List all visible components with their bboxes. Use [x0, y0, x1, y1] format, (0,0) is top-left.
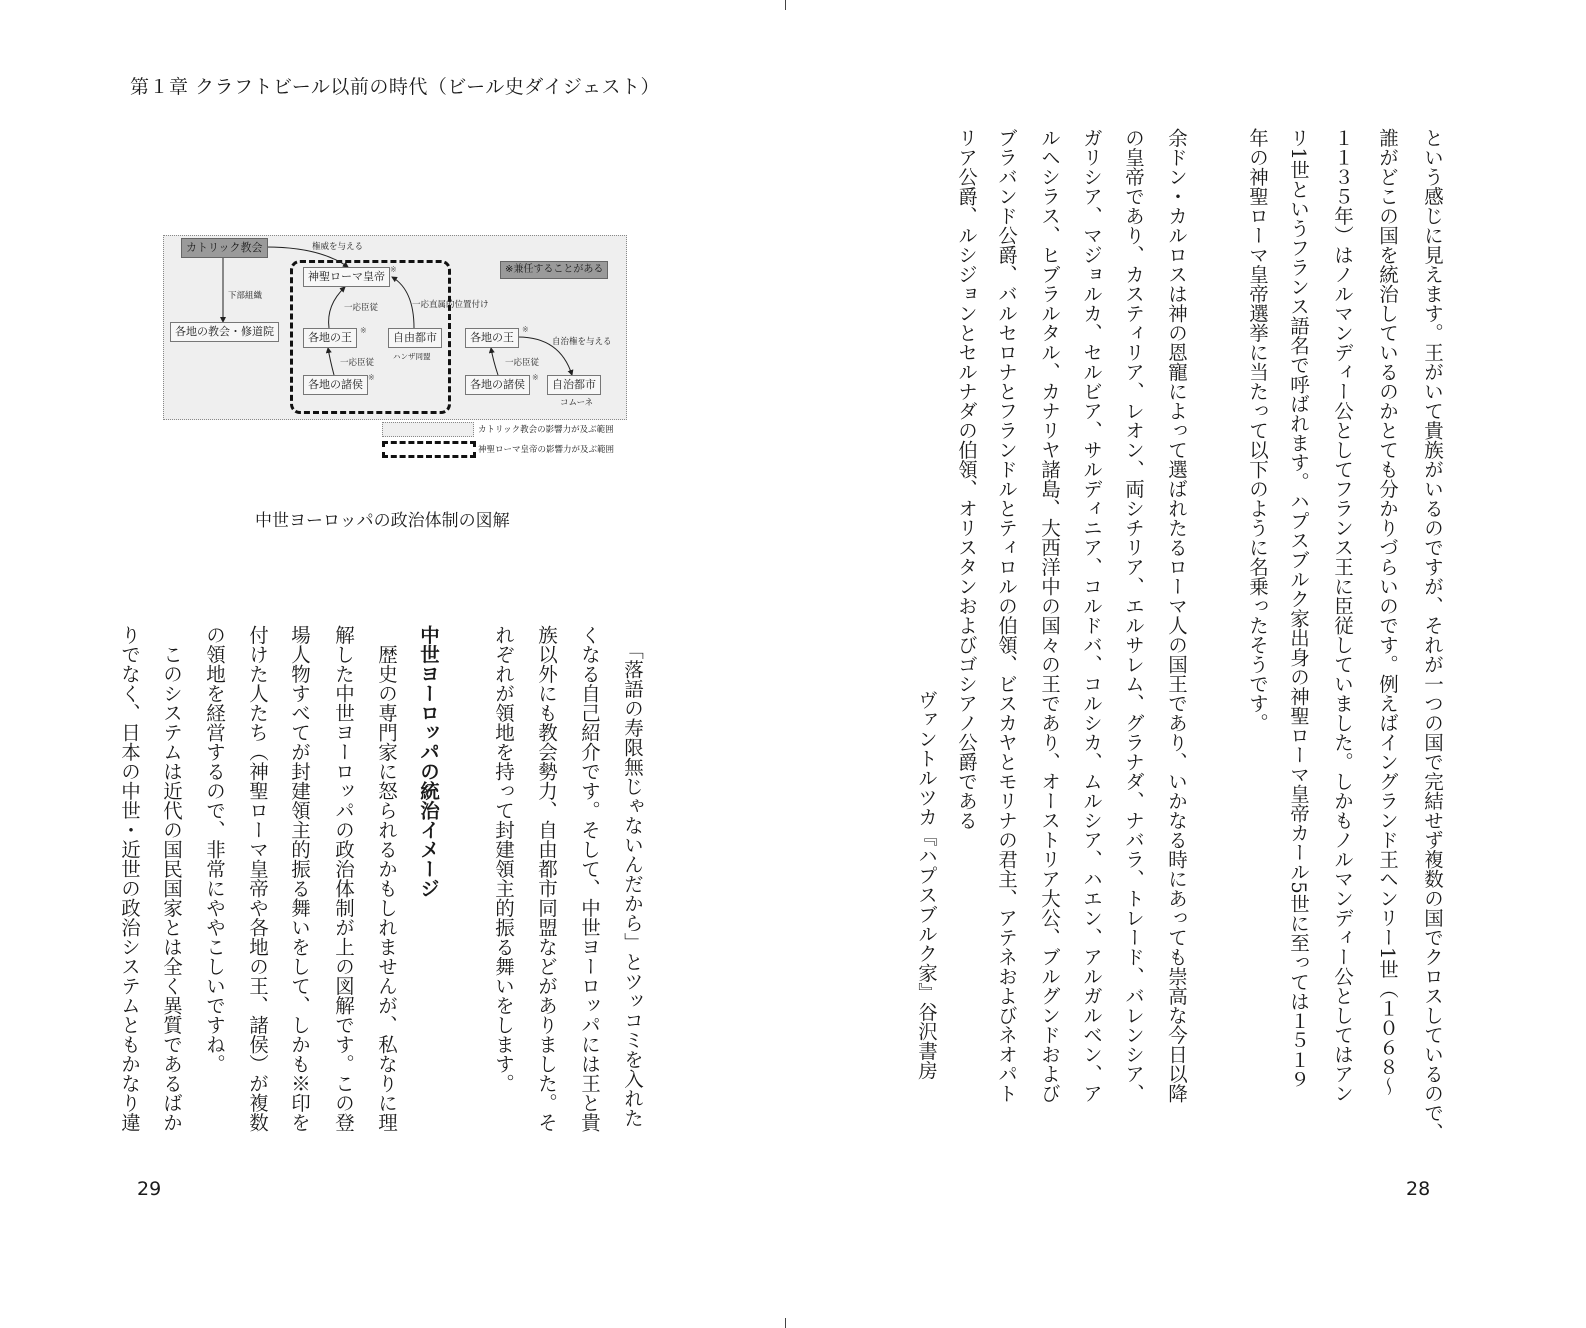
legend-emperor-label: 神聖ローマ皇帝の影響力が及ぶ範囲: [478, 445, 615, 455]
concurrent-note: ※兼任することがある: [500, 261, 608, 279]
autonomous-cities-box: 自治都市: [547, 375, 601, 395]
local-lords-box-2: 各地の諸侯: [465, 375, 530, 395]
quote-column: リア公爵、ルシジョンとセルナダの伯領、オリスタンおよびゴシアノ公爵である: [955, 128, 978, 830]
star-mark: ※: [532, 373, 539, 382]
text-column: 年の神聖ローマ皇帝選挙に当たって以下のように名乗ったそうです。: [1246, 128, 1269, 733]
text-column: 族以外にも教会勢力、自由都市同盟などがありました。そ: [535, 625, 558, 1132]
star-mark: ※: [522, 325, 529, 334]
quote-column: の皇帝であり、カスティリア、レオン、両シチリア、エルサレム、グラナダ、ナバラ、トレード、バレンシア、: [1122, 128, 1145, 1103]
text-column: 解した中世ヨーロッパの政治体制が上の図解です。この登: [332, 625, 355, 1132]
star-mark: ※: [360, 326, 367, 335]
sub-organization-label: 下部組織: [228, 291, 263, 301]
legend-church-label: カトリック教会の影響力が及ぶ範囲: [478, 425, 614, 435]
page-number-left: 29: [137, 1178, 162, 1200]
text-column: このシステムは近代の国民国家とは全く異質であるばか: [160, 625, 183, 1132]
quote-column: 余ドン・カルロスは神の恩寵によって選ばれたるローマ人の国王であり、いかなる時にあっても崇高な今日以降: [1165, 128, 1188, 1103]
quote-column: ブラバンド公爵、バルセロナとフランドルとティロルの伯領、ビスカヤとモリナの君主、アテネおよびネオパト: [995, 128, 1018, 1103]
local-kings-box-2: 各地の王: [465, 328, 519, 348]
crop-mark-top: [785, 0, 786, 10]
quote-column: ガリシア、マジョルカ、セルビア、サルディニア、コルドバ、コルシカ、ムルシア、ハエン、アルガルベン、ア: [1080, 128, 1103, 1103]
crop-mark-bottom: [785, 1318, 786, 1328]
legend-church-swatch: [382, 422, 474, 437]
text-column: 場人物すべてが封建領主的振る舞いをして、しかも※印を: [288, 625, 311, 1132]
local-lords-box: 各地の諸侯: [303, 375, 368, 395]
running-header: 第１章 クラフトビール以前の時代（ビール史ダイジェスト）: [130, 76, 661, 98]
free-cities-box: 自由都市: [388, 328, 442, 348]
section-heading: 中世ヨーロッパの統治イメージ: [417, 625, 440, 898]
page-number-right: 28: [1406, 1178, 1431, 1200]
text-column: 歴史の専門家に怒られるかもしれませんが、私なりに理: [375, 625, 398, 1132]
text-column: りでなく、日本の中世・近世の政治システムともかなり違: [118, 625, 141, 1132]
local-churches-box: 各地の教会・修道院: [170, 322, 279, 342]
quote-column: ルヘシラス、ヒブラルタル、カナリヤ諸島、大西洋中の国々の王であり、オーストリア大公、ブルグンドおよび: [1038, 128, 1061, 1103]
direct-position-label: 一応直属的位置付け: [412, 300, 489, 310]
text-column: 「落語の寿限無じゃないんだから」とツッコミを入れた: [621, 640, 644, 1128]
text-column: 誰がどこの国を統治しているのかとても分かりづらいのです。例えばイングランド王ヘンリー1世（１０６８～: [1376, 128, 1399, 1096]
allegiance-label: 一応臣従: [505, 358, 540, 368]
legend-emperor-swatch: [382, 441, 476, 458]
catholic-church-box: カトリック教会: [181, 238, 268, 258]
text-column: １１３５年）はノルマンディー公としてフランス王に臣従していました。しかもノルマンディー公としてはアン: [1331, 128, 1354, 1103]
star-mark: ※: [390, 265, 397, 274]
text-column: という感じに見えます。王がいて貴族がいるのですが、それが一つの国で完結せず複数の国でクロスしているので、: [1421, 128, 1444, 1142]
star-mark: ※: [368, 373, 375, 382]
figure-caption: 中世ヨーロッパの政治体制の図解: [255, 511, 510, 531]
text-column: れぞれが領地を持って封建領主的振る舞いをします。: [492, 625, 515, 1093]
political-system-diagram: [160, 225, 630, 465]
comune-label: コムーネ: [560, 398, 594, 408]
text-column: リ1世というフランス語名で呼ばれます。ハプスブルク家出身の神聖ローマ皇帝カール5世に至っては１５１９: [1287, 128, 1310, 1089]
quote-attribution: ヴァントルツカ『ハプスブルク家』谷沢書房: [915, 690, 938, 1080]
local-kings-box: 各地の王: [303, 328, 357, 348]
hanseatic-label: ハンザ同盟: [393, 352, 431, 361]
allegiance-label: 一応臣従: [344, 303, 379, 313]
holy-roman-emperor-box: 神聖ローマ皇帝: [303, 267, 390, 287]
text-column: の領地を経営するので、非常にややこしいですね。: [203, 625, 226, 1074]
grants-authority-label: 権威を与える: [312, 242, 364, 252]
grants-autonomy-label: 自治権を与える: [552, 337, 612, 347]
text-column: 付けた人たち（神聖ローマ皇帝や各地の王、諸侯）が複数: [246, 625, 269, 1132]
text-column: くなる自己紹介です。そして、中世ヨーロッパには王と貴: [578, 625, 601, 1132]
allegiance-label: 一応臣従: [340, 358, 375, 368]
